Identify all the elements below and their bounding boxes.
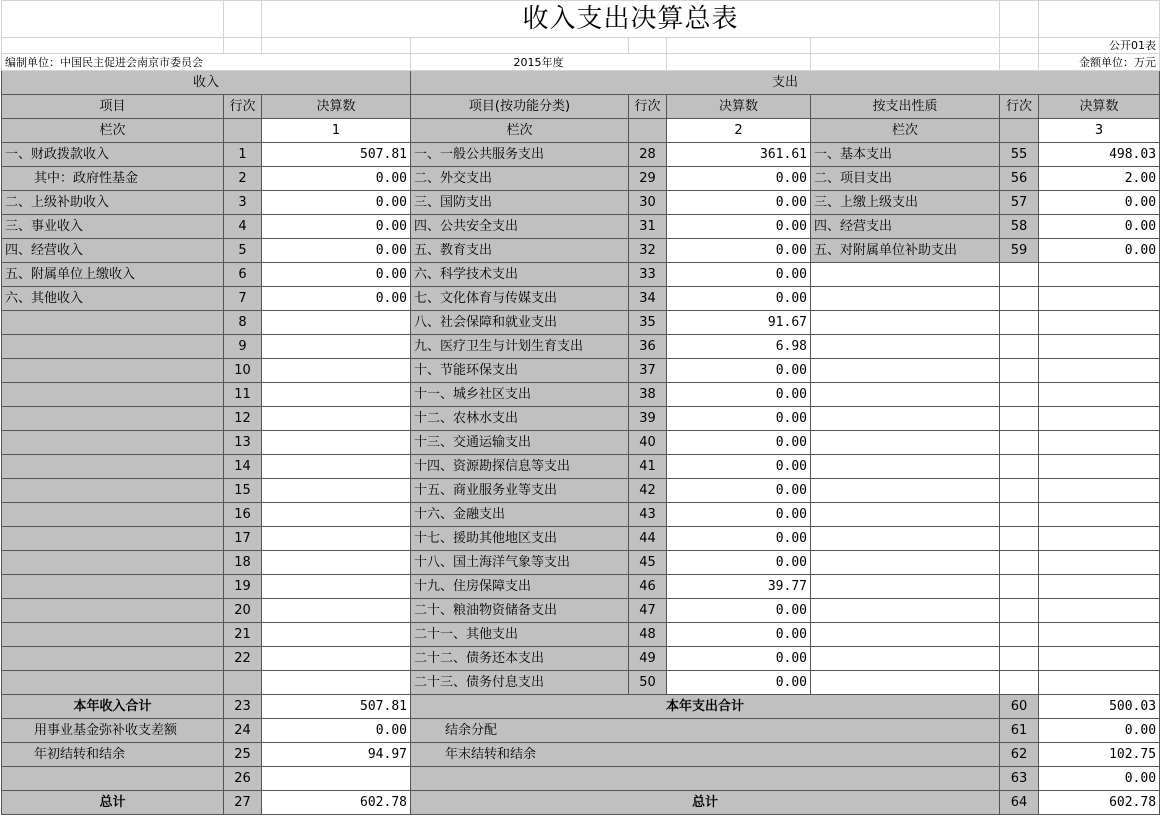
nature-amount: 0.00 (1039, 215, 1160, 239)
income-row-no: 6 (224, 263, 262, 287)
nature-row-no (1000, 359, 1039, 383)
fiscal-year: 2015年度 (411, 54, 667, 71)
col-index-3: 3 (1039, 119, 1160, 143)
income-item-label (2, 647, 224, 671)
expense-item-label: 十九、住房保障支出 (411, 575, 629, 599)
expense-item-label: 二十一、其他支出 (411, 623, 629, 647)
income-amount: 0.00 (262, 239, 411, 263)
nature-row-no: 59 (1000, 239, 1039, 263)
income-amount (262, 431, 411, 455)
table-row (2, 335, 1160, 359)
expense-section-header: 支出 (411, 71, 1160, 95)
income-total-label: 本年收入合计 (2, 695, 224, 719)
nature-amount (1039, 407, 1160, 431)
income-item-label (2, 335, 224, 359)
nature-row-no (1000, 647, 1039, 671)
income-amount-header: 决算数 (262, 95, 411, 119)
expense-row-no: 50 (629, 671, 667, 695)
expense-row-no: 29 (629, 167, 667, 191)
nature-row-no: 58 (1000, 215, 1039, 239)
table-row (2, 599, 1160, 623)
income-amount: 0.00 (262, 191, 411, 215)
table-row (2, 407, 1160, 431)
expense-item-header: 项目(按功能分类) (411, 95, 629, 119)
income-amount (262, 551, 411, 575)
expense-item-label: 七、文化体育与传媒支出 (411, 287, 629, 311)
expense-row-no: 49 (629, 647, 667, 671)
expense-item-label: 十六、金融支出 (411, 503, 629, 527)
expense-amount: 0.00 (667, 167, 811, 191)
nature-amount (1039, 527, 1160, 551)
nature-item-label (811, 287, 1000, 311)
prepared-by: 编制单位：中国民主促进会南京市委员会 (2, 54, 411, 71)
income-row-no: 18 (224, 551, 262, 575)
table-row (2, 215, 1160, 239)
income-item-label (2, 407, 224, 431)
nature-row-no (1000, 335, 1039, 359)
nature-row-no (1000, 527, 1039, 551)
table-row (2, 239, 1160, 263)
nature-amount (1039, 575, 1160, 599)
expense-amount: 0.00 (667, 599, 811, 623)
income-section-header: 收入 (2, 71, 411, 95)
expense-total-value: 500.03 (1039, 695, 1160, 719)
income-amount: 507.81 (262, 143, 411, 167)
nature-row-no (1000, 263, 1039, 287)
income-item-label (2, 527, 224, 551)
income-row-no: 9 (224, 335, 262, 359)
nature-item-label (811, 599, 1000, 623)
expense-amount: 0.00 (667, 215, 811, 239)
table-row (2, 503, 1160, 527)
section-header-row (2, 71, 1160, 95)
income-item-label (2, 479, 224, 503)
nature-item-header: 按支出性质 (811, 95, 1000, 119)
expense-amount: 0.00 (667, 191, 811, 215)
expense-amount: 0.00 (667, 671, 811, 695)
expense-row-no: 46 (629, 575, 667, 599)
nature-amount (1039, 479, 1160, 503)
income-amount (262, 407, 411, 431)
budget-sheet (1, 0, 1160, 815)
income-grand-label: 总计 (2, 791, 224, 815)
nature-amount (1039, 647, 1160, 671)
income-item-label: 五、附属单位上缴收入 (2, 263, 224, 287)
income-amount: 0.00 (262, 287, 411, 311)
expense-amount: 0.00 (667, 455, 811, 479)
expense-item-label: 八、社会保障和就业支出 (411, 311, 629, 335)
expense-row-no: 37 (629, 359, 667, 383)
end-balance-value: 102.75 (1039, 743, 1160, 767)
income-item-label: 其中：政府性基金 (2, 167, 224, 191)
expense-item-label: 三、国防支出 (411, 191, 629, 215)
nature-amount (1039, 383, 1160, 407)
nature-item-label (811, 527, 1000, 551)
expense-item-label: 十五、商业服务业等支出 (411, 479, 629, 503)
nature-item-label (811, 311, 1000, 335)
expense-item-label: 十二、农林水支出 (411, 407, 629, 431)
income-row-no: 3 (224, 191, 262, 215)
income-row-no: 5 (224, 239, 262, 263)
income-item-label (2, 551, 224, 575)
nature-amount: 2.00 (1039, 167, 1160, 191)
expense-item-label: 十四、资源勘探信息等支出 (411, 455, 629, 479)
nature-item-label (811, 359, 1000, 383)
nature-row-no (1000, 575, 1039, 599)
expense-row-no: 30 (629, 191, 667, 215)
table-row (2, 167, 1160, 191)
nature-row-no-header: 行次 (1000, 95, 1039, 119)
expense-total-label: 本年支出合计 (411, 695, 1000, 719)
expense-amount: 0.00 (667, 239, 811, 263)
income-grand-value: 602.78 (262, 791, 411, 815)
income-row-no: 2 (224, 167, 262, 191)
expense-amount: 0.00 (667, 647, 811, 671)
currency-unit: 金额单位：万元 (1039, 54, 1160, 71)
nature-row-no: 55 (1000, 143, 1039, 167)
fund-value: 0.00 (262, 719, 411, 743)
income-amount (262, 455, 411, 479)
expense-row-no: 36 (629, 335, 667, 359)
table-row (2, 383, 1160, 407)
begin-balance-label: 年初结转和结余 (2, 743, 224, 767)
nature-row-no (1000, 623, 1039, 647)
table-row (2, 551, 1160, 575)
income-item-label (2, 359, 224, 383)
income-amount (262, 575, 411, 599)
expense-amount: 6.98 (667, 335, 811, 359)
expense-amount: 0.00 (667, 551, 811, 575)
nature-item-label (811, 263, 1000, 287)
income-row-no (224, 671, 262, 695)
nature-amount-header: 决算数 (1039, 95, 1160, 119)
nature-row-no: 56 (1000, 167, 1039, 191)
table-row (2, 479, 1160, 503)
nature-row-no (1000, 503, 1039, 527)
nature-amount: 0.00 (1039, 191, 1160, 215)
income-row-no: 14 (224, 455, 262, 479)
expense-item-label: 一、一般公共服务支出 (411, 143, 629, 167)
page-title: 收入支出决算总表 (262, 1, 1000, 38)
expense-amount: 361.61 (667, 143, 811, 167)
expense-item-label: 二十二、债务还本支出 (411, 647, 629, 671)
expense-grand-value: 602.78 (1039, 791, 1160, 815)
income-amount (262, 311, 411, 335)
nature-amount: 498.03 (1039, 143, 1160, 167)
nature-row-no (1000, 383, 1039, 407)
fund-row: 用事业基金弥补收支差额 24 0.00 结余分配 61 0.00 (2, 719, 1160, 743)
carryover-row: 年初结转和结余 25 94.97 年末结转和结余 62 102.75 (2, 743, 1160, 767)
income-item-label (2, 599, 224, 623)
distribution-label: 结余分配 (411, 719, 1000, 743)
expense-amount: 0.00 (667, 359, 811, 383)
expense-row-no: 35 (629, 311, 667, 335)
expense-row-no: 34 (629, 287, 667, 311)
income-amount: 0.00 (262, 263, 411, 287)
expense-item-label: 十三、交通运输支出 (411, 431, 629, 455)
expense-row-no: 39 (629, 407, 667, 431)
nature-amount (1039, 599, 1160, 623)
nature-amount (1039, 503, 1160, 527)
nature-item-label (811, 407, 1000, 431)
table-row (2, 527, 1160, 551)
income-row-no-header: 行次 (224, 95, 262, 119)
column-header-row (2, 95, 1160, 119)
income-row-no: 19 (224, 575, 262, 599)
table-row (2, 455, 1160, 479)
data-rows (2, 143, 1160, 695)
table-row (2, 287, 1160, 311)
nature-item-label (811, 503, 1000, 527)
nature-amount (1039, 431, 1160, 455)
table-row (2, 311, 1160, 335)
table-row (2, 671, 1160, 695)
column-index-row (2, 119, 1160, 143)
title-row (2, 1, 1160, 38)
income-total-value: 507.81 (262, 695, 411, 719)
nature-item-label: 二、项目支出 (811, 167, 1000, 191)
nature-item-label (811, 383, 1000, 407)
expense-amount: 39.77 (667, 575, 811, 599)
nature-row-no (1000, 431, 1039, 455)
income-row-no: 12 (224, 407, 262, 431)
income-item-header: 项目 (2, 95, 224, 119)
meta-row (2, 54, 1160, 71)
nature-item-label: 五、对附属单位补助支出 (811, 239, 1000, 263)
expense-amount: 0.00 (667, 623, 811, 647)
nature-item-label (811, 551, 1000, 575)
expense-item-label: 十一、城乡社区支出 (411, 383, 629, 407)
income-row-no: 10 (224, 359, 262, 383)
income-row-no: 7 (224, 287, 262, 311)
nature-amount (1039, 263, 1160, 287)
table-row (2, 263, 1160, 287)
nature-row-no (1000, 407, 1039, 431)
expense-item-label: 十七、援助其他地区支出 (411, 527, 629, 551)
income-amount (262, 671, 411, 695)
expense-amount: 91.67 (667, 311, 811, 335)
expense-amount: 0.00 (667, 503, 811, 527)
income-amount (262, 503, 411, 527)
year-total-row: 本年收入合计 23 507.81 本年支出合计 60 500.03 (2, 695, 1160, 719)
income-amount (262, 623, 411, 647)
income-row-no: 13 (224, 431, 262, 455)
nature-amount (1039, 551, 1160, 575)
nature-item-label (811, 623, 1000, 647)
income-row-no: 4 (224, 215, 262, 239)
table-row (2, 623, 1160, 647)
nature-item-label: 一、基本支出 (811, 143, 1000, 167)
nature-item-label (811, 575, 1000, 599)
income-row-no: 21 (224, 623, 262, 647)
expense-row-no: 42 (629, 479, 667, 503)
nature-row-no (1000, 287, 1039, 311)
expense-row-no: 32 (629, 239, 667, 263)
col-label: 栏次 (411, 119, 629, 143)
income-row-no: 17 (224, 527, 262, 551)
expense-amount-header: 决算数 (667, 95, 811, 119)
expense-item-label: 二十、粮油物资储备支出 (411, 599, 629, 623)
nature-amount (1039, 455, 1160, 479)
nature-item-label (811, 479, 1000, 503)
table-row (2, 191, 1160, 215)
expense-grand-label: 总计 (411, 791, 1000, 815)
income-amount: 0.00 (262, 167, 411, 191)
income-amount (262, 647, 411, 671)
table-row (2, 143, 1160, 167)
nature-row-no (1000, 599, 1039, 623)
distribution-value: 0.00 (1039, 719, 1160, 743)
income-row-no: 22 (224, 647, 262, 671)
income-item-label: 三、事业收入 (2, 215, 224, 239)
expense-row-no: 44 (629, 527, 667, 551)
income-item-label: 二、上级补助收入 (2, 191, 224, 215)
expense-item-label: 二十三、债务付息支出 (411, 671, 629, 695)
income-item-label: 六、其他收入 (2, 287, 224, 311)
nature-amount (1039, 311, 1160, 335)
nature-item-label (811, 455, 1000, 479)
fund-label: 用事业基金弥补收支差额 (2, 719, 224, 743)
expense-row-no: 45 (629, 551, 667, 575)
expense-item-label: 二、外交支出 (411, 167, 629, 191)
form-code-row (2, 38, 1160, 54)
income-amount: 0.00 (262, 215, 411, 239)
end-balance-label: 年末结转和结余 (411, 743, 1000, 767)
income-row-no: 15 (224, 479, 262, 503)
expense-row-no: 48 (629, 623, 667, 647)
income-item-label (2, 431, 224, 455)
form-code: 公开01表 (1039, 38, 1160, 54)
nature-amount (1039, 359, 1160, 383)
income-row-no: 11 (224, 383, 262, 407)
expense-amount: 0.00 (667, 431, 811, 455)
expense-row-no: 31 (629, 215, 667, 239)
expense-row-no: 41 (629, 455, 667, 479)
income-item-label (2, 455, 224, 479)
summary-rows (2, 695, 1160, 815)
expense-row-no: 28 (629, 143, 667, 167)
expense-amount: 0.00 (667, 527, 811, 551)
begin-balance-value: 94.97 (262, 743, 411, 767)
income-row-no: 1 (224, 143, 262, 167)
expense-amount: 0.00 (667, 479, 811, 503)
expense-item-label: 六、科学技术支出 (411, 263, 629, 287)
income-item-label (2, 311, 224, 335)
table-row (2, 359, 1160, 383)
expense-item-label: 四、公共安全支出 (411, 215, 629, 239)
expense-row-no: 47 (629, 599, 667, 623)
table-row (2, 647, 1160, 671)
income-amount (262, 599, 411, 623)
col-index-1: 1 (262, 119, 411, 143)
expense-amount: 0.00 (667, 263, 811, 287)
income-item-label (2, 575, 224, 599)
nature-row-no (1000, 551, 1039, 575)
expense-item-label: 十、节能环保支出 (411, 359, 629, 383)
nature-item-label: 三、上缴上级支出 (811, 191, 1000, 215)
expense-row-no: 40 (629, 431, 667, 455)
nature-row-no (1000, 455, 1039, 479)
table-row (2, 431, 1160, 455)
nature-amount (1039, 335, 1160, 359)
income-amount (262, 479, 411, 503)
nature-row-no (1000, 671, 1039, 695)
nature-amount: 0.00 (1039, 239, 1160, 263)
nature-row-no: 57 (1000, 191, 1039, 215)
income-row-no: 8 (224, 311, 262, 335)
expense-row-no: 33 (629, 263, 667, 287)
expense-row-no-header: 行次 (629, 95, 667, 119)
income-item-label (2, 503, 224, 527)
nature-amount (1039, 623, 1160, 647)
nature-amount (1039, 671, 1160, 695)
income-item-label (2, 623, 224, 647)
expense-item-label: 五、教育支出 (411, 239, 629, 263)
expense-row-no: 38 (629, 383, 667, 407)
income-row-no: 20 (224, 599, 262, 623)
income-amount (262, 527, 411, 551)
income-amount (262, 359, 411, 383)
nature-row-no (1000, 479, 1039, 503)
expense-amount: 0.00 (667, 407, 811, 431)
col-label: 栏次 (811, 119, 1000, 143)
income-row-no: 16 (224, 503, 262, 527)
income-item-label (2, 671, 224, 695)
nature-item-label (811, 431, 1000, 455)
expense-row-no: 43 (629, 503, 667, 527)
nature-item-label (811, 671, 1000, 695)
nature-row-no (1000, 311, 1039, 335)
table-row (2, 575, 1160, 599)
expense-amount: 0.00 (667, 383, 811, 407)
col-index-2: 2 (667, 119, 811, 143)
nature-item-label: 四、经营支出 (811, 215, 1000, 239)
expense-item-label: 十八、国土海洋气象等支出 (411, 551, 629, 575)
income-item-label: 一、财政拨款收入 (2, 143, 224, 167)
income-item-label (2, 383, 224, 407)
nature-amount (1039, 287, 1160, 311)
blank-row: 26 63 0.00 (2, 767, 1160, 791)
income-amount (262, 335, 411, 359)
nature-item-label (811, 335, 1000, 359)
grand-total-row: 总计 27 602.78 总计 64 602.78 (2, 791, 1160, 815)
nature-item-label (811, 647, 1000, 671)
expense-amount: 0.00 (667, 287, 811, 311)
expense-item-label: 九、医疗卫生与计划生育支出 (411, 335, 629, 359)
income-amount (262, 383, 411, 407)
income-item-label: 四、经营收入 (2, 239, 224, 263)
col-label: 栏次 (2, 119, 224, 143)
